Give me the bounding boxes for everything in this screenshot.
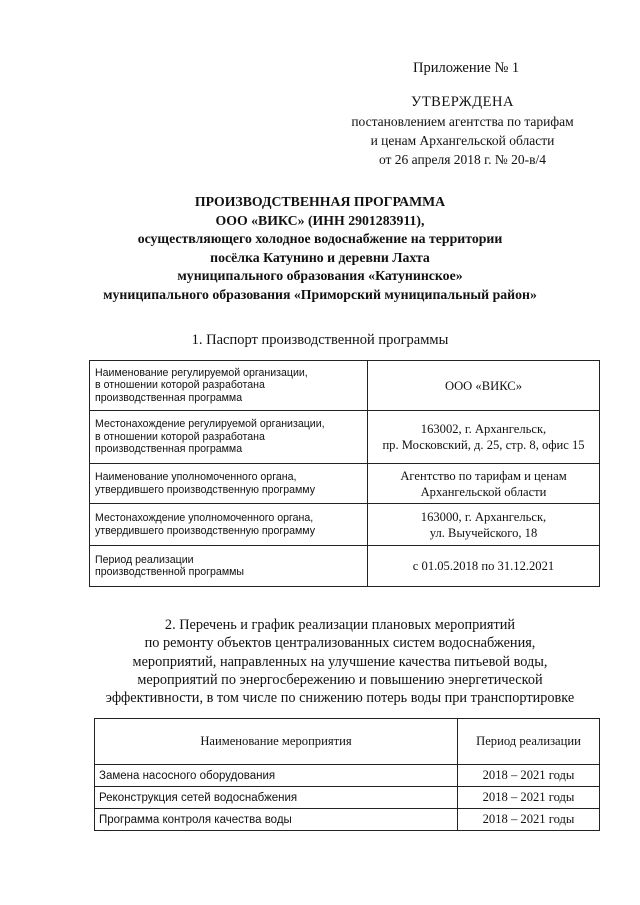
heading-line: эффективности, в том числе по снижению потерь воды при транспортировке — [105, 690, 575, 707]
value-line: 163000, г. Архангельск, — [420, 509, 547, 524]
measure-period: 2018 – 2021 годы — [458, 809, 600, 831]
row-value — [368, 361, 600, 411]
title-line: муниципального образования «Приморский муниципальный район» — [103, 286, 537, 302]
measure-name: Замена насосного оборудования — [95, 765, 458, 787]
column-header-name: Наименование мероприятия — [95, 719, 458, 765]
measure-name: Программа контроля качества воды — [95, 809, 458, 831]
table-row — [90, 411, 600, 464]
label-line: производственной программы — [95, 566, 244, 578]
table-row — [95, 787, 600, 809]
section2-heading — [60, 616, 620, 707]
title-line: ООО «ВИКС» (ИНН 2901283911), — [215, 212, 425, 228]
value-line: 163002, г. Архангельск, — [420, 422, 547, 436]
measure-period: 2018 – 2021 годы — [458, 787, 600, 809]
table-row — [95, 809, 600, 831]
label-line: в отношении которой разработана — [95, 430, 265, 443]
title-line: осуществляющего холодное водоснабжение на территории — [137, 231, 503, 246]
label-line: производственная программа — [95, 443, 243, 456]
measure-period: 2018 – 2021 годы — [458, 765, 600, 787]
row-label — [90, 361, 368, 411]
value-line: ООО «ВИКС» — [444, 378, 522, 393]
row-value — [368, 546, 600, 587]
value-line: ул. Выучейского, 18 — [429, 525, 538, 540]
title-line: ПРОИЗВОДСТВЕННАЯ ПРОГРАММА — [194, 194, 446, 209]
table-row — [90, 504, 600, 546]
document-title — [40, 193, 600, 304]
heading-line: мероприятий по энергосбережению и повышению энергетической — [137, 671, 543, 688]
table-row — [90, 361, 600, 411]
table-row — [95, 765, 600, 787]
heading-line: мероприятий, направленных на улучшение качества питьевой воды, — [132, 653, 548, 670]
appendix-number: Приложение № 1 — [413, 60, 520, 76]
heading-line: по ремонту объектов централизованных систем водоснабжения, — [144, 635, 536, 652]
column-header-period: Период реализации — [458, 719, 600, 765]
row-label — [90, 464, 368, 504]
title-line: муниципального образования «Катунинское» — [177, 268, 463, 283]
label-line: Местонахождение регулируемой организации, — [95, 418, 325, 431]
row-label — [90, 504, 368, 546]
row-value — [368, 464, 600, 504]
row-value — [368, 504, 600, 546]
heading-line: 2. Перечень и график реализации плановых мероприятий — [164, 617, 516, 633]
value-line: Архангельской области — [420, 484, 547, 499]
measures-table — [94, 718, 600, 831]
label-line: утвердившего производственную программу — [95, 483, 316, 496]
approval-line: и ценам Архангельской области — [370, 133, 555, 148]
value-line: с 01.05.2018 по 31.12.2021 — [412, 559, 555, 573]
label-line: Период реализации — [95, 553, 194, 566]
measure-name: Реконструкция сетей водоснабжения — [95, 787, 458, 809]
label-line: Наименование уполномоченного органа, — [95, 471, 297, 483]
approval-line: от 26 апреля 2018 г. № 20-в/4 — [378, 152, 547, 167]
label-line: в отношении которой разработана — [95, 379, 265, 392]
title-line: посёлка Катунино и деревни Лахта — [210, 249, 430, 265]
approval-heading: УТВЕРЖДЕНА — [411, 94, 514, 110]
value-line: Агентство по тарифам и ценам — [400, 468, 567, 483]
value-line: пр. Московский, д. 25, стр. 8, офис 15 — [382, 438, 585, 452]
approval-block — [330, 93, 595, 169]
section1-heading: 1. Паспорт производственной программы — [191, 332, 449, 348]
label-line: Наименование регулируемой организации, — [95, 366, 308, 379]
table-row — [90, 546, 600, 587]
table-row — [90, 464, 600, 504]
approval-line: постановлением агентства по тарифам — [351, 114, 574, 129]
label-line: утвердившего производственную программу — [95, 524, 316, 537]
label-line: производственная программа — [95, 391, 243, 404]
label-line: Местонахождение уполномоченного органа, — [95, 512, 314, 524]
row-label — [90, 546, 368, 587]
row-label — [90, 411, 368, 464]
passport-table — [89, 360, 600, 587]
row-value — [368, 411, 600, 464]
table-header-row — [95, 719, 600, 765]
